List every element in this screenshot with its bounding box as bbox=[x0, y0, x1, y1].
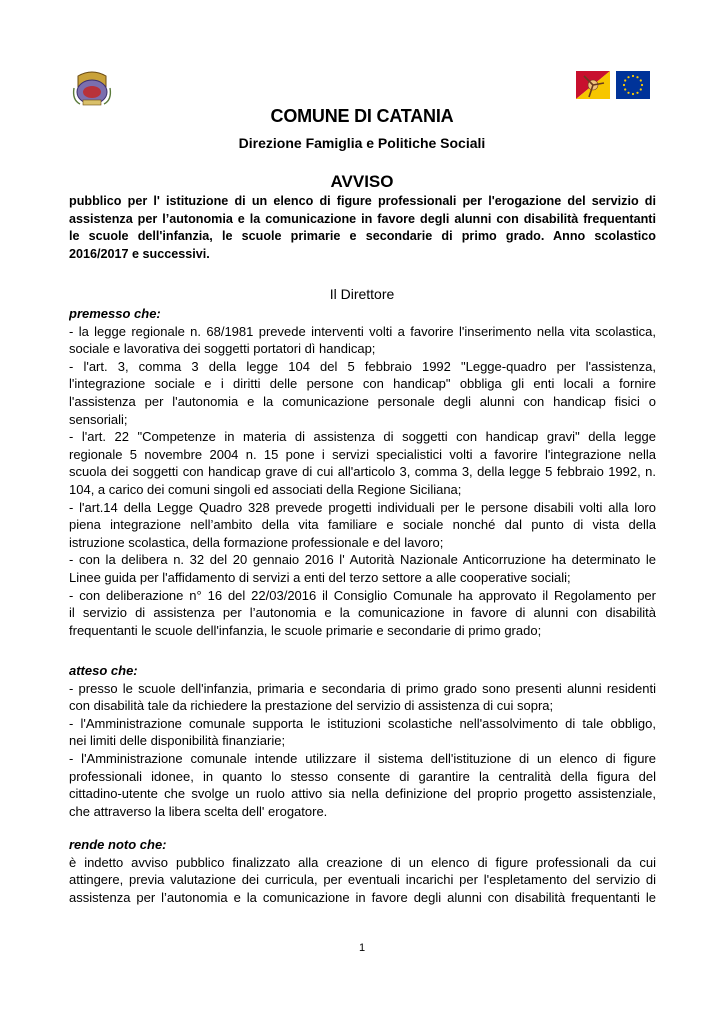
section-rende-noto bbox=[69, 836, 656, 906]
paragraph-line: - l'art. 22 "Competenze in materia di assistenza di soggetti con handicap gravi" della legge bbox=[69, 429, 656, 445]
paragraph-line: nei limiti delle disponibilità finanziarie; bbox=[69, 733, 286, 749]
paragraph-line: - con la delibera n. 32 del 20 gennaio 2016 l' Autorità Nazionale Anticorruzione ha determinato le bbox=[69, 552, 656, 568]
department-subtitle: Direzione Famiglia e Politiche Sociali bbox=[238, 135, 486, 151]
subject-line: le scuole dell'infanzia, le scuole primarie e secondarie di primo grado. Anno scolastico bbox=[69, 229, 656, 244]
paragraph-line: attingere, previa valutazione dei curricula, per eventuali incarichi per l'espletamento del servizio di bbox=[69, 872, 656, 888]
paragraph-line: il servizio di assistenza per l’autonomia e la comunicazione in favore di alunni con disabilità bbox=[69, 605, 656, 621]
paragraph-line: l'assistenza per l'autonomia e la comunicazione personale degli alunni con handicap fisici o bbox=[69, 393, 656, 409]
paragraph-line: Linee guida per l'affidamento di servizi a enti del terzo settore a alle cooperative sociali; bbox=[69, 569, 571, 585]
paragraph-line: che attraverso la libera scelta dell' erogatore. bbox=[69, 803, 328, 819]
paragraph-line: - l'Amministrazione comunale intende utilizzare il sistema dell'istituzione di un elenco di figure bbox=[69, 750, 656, 766]
paragraph-line: con disabilità tale da richiedere la prestazione del servizio di assistenza di cui sopra; bbox=[69, 698, 554, 714]
paragraph-line: l'integrazione sociale e i diritti delle persone con handicap" obbliga gli enti locali a fornire bbox=[69, 376, 656, 392]
section-heading: rende noto che: bbox=[69, 837, 167, 852]
sicily-flag-icon bbox=[576, 71, 610, 99]
paragraph-line: cittadino-utente che svolge un ruolo attivo sia nella definizione del proprio progetto assistenziale, bbox=[69, 786, 656, 802]
paragraph-line: è indetto avviso pubblico finalizzato alla creazione di un elenco di figure professionali da cui bbox=[69, 854, 656, 870]
paragraph-line: professionali idonee, in quanto lo stesso consente di garantire la centralità della figura del bbox=[69, 768, 656, 784]
paragraph-line: sensoriali; bbox=[69, 411, 128, 427]
paragraph-line: sociale e lavorativa dei soggetti portatori dì handicap; bbox=[69, 341, 376, 357]
paragraph-line: istruzione scolastica, della formazione professionale e del lavoro; bbox=[69, 534, 444, 550]
paragraph-line: frequentanti le scuole dell'infanzia, le scuole primarie e secondarie di primo grado; bbox=[69, 622, 542, 638]
paragraph-line: - la legge regionale n. 68/1981 prevede interventi volti a favorire l'inserimento nella vita scolastica, bbox=[69, 323, 656, 339]
eu-flag-icon bbox=[616, 71, 650, 99]
paragraph-line: 104, a carico dei comuni singoli ed associati della Regione Siciliana; bbox=[69, 481, 462, 497]
section-heading: atteso che: bbox=[69, 663, 138, 678]
paragraph-line: - l'Amministrazione comunale supporta le istituzioni scolastiche nell'assolvimento di tale obbligo, bbox=[69, 715, 656, 731]
paragraph-line: regionale 5 novembre 2004 n. 15 pone i servizi specialistici volti a favorire l'integrazione nella bbox=[69, 446, 656, 462]
municipality-title: COMUNE DI CATANIA bbox=[270, 106, 454, 126]
section-heading: premesso che: bbox=[69, 306, 161, 321]
catania-coat-of-arms-icon bbox=[70, 70, 114, 110]
notice-subject bbox=[69, 193, 656, 263]
paragraph-line: piena integrazione nell’ambito della vita familiare e sociale nonché dal punto di vista della bbox=[69, 517, 656, 533]
paragraph-line: scuola dei soggetti con handicap grave di cui all'articolo 3, comma 3, della legge 5 febbraio 1992, n. bbox=[69, 464, 656, 480]
notice-heading: AVVISO bbox=[330, 172, 394, 191]
paragraph-line: - presso le scuole dell'infanzia, primaria e secondaria di primo grado sono presenti alunni residenti bbox=[69, 680, 656, 696]
section-atteso bbox=[69, 662, 656, 820]
subject-line: assistenza per l’autonomia e la comunicazione in favore degli alunni con disabilità frequentanti bbox=[69, 211, 656, 226]
director-heading: Il Direttore bbox=[329, 286, 395, 302]
paragraph-line: assistenza per l’autonomia e la comunicazione in favore degli alunni con disabilità frequentanti le bbox=[69, 889, 656, 905]
page-number: 1 bbox=[358, 942, 366, 954]
subject-line: 2016/2017 e successivi. bbox=[69, 246, 210, 261]
section-premesso bbox=[69, 305, 656, 639]
subject-line: pubblico per l' istituzione di un elenco di figure professionali per l'erogazione del servizio di bbox=[69, 194, 656, 208]
paragraph-line: - l'art.14 della Legge Quadro 328 prevede progetti individuali per le persone disabili volti alla loro bbox=[69, 499, 656, 515]
paragraph-line: - l'art. 3, comma 3 della legge 104 del 5 febbraio 1992 "Legge-quadro per l'assistenza, bbox=[69, 358, 656, 374]
paragraph-line: - con deliberazione n° 16 del 22/03/2016 il Consiglio Comunale ha approvato il Regolamento per bbox=[69, 587, 656, 603]
